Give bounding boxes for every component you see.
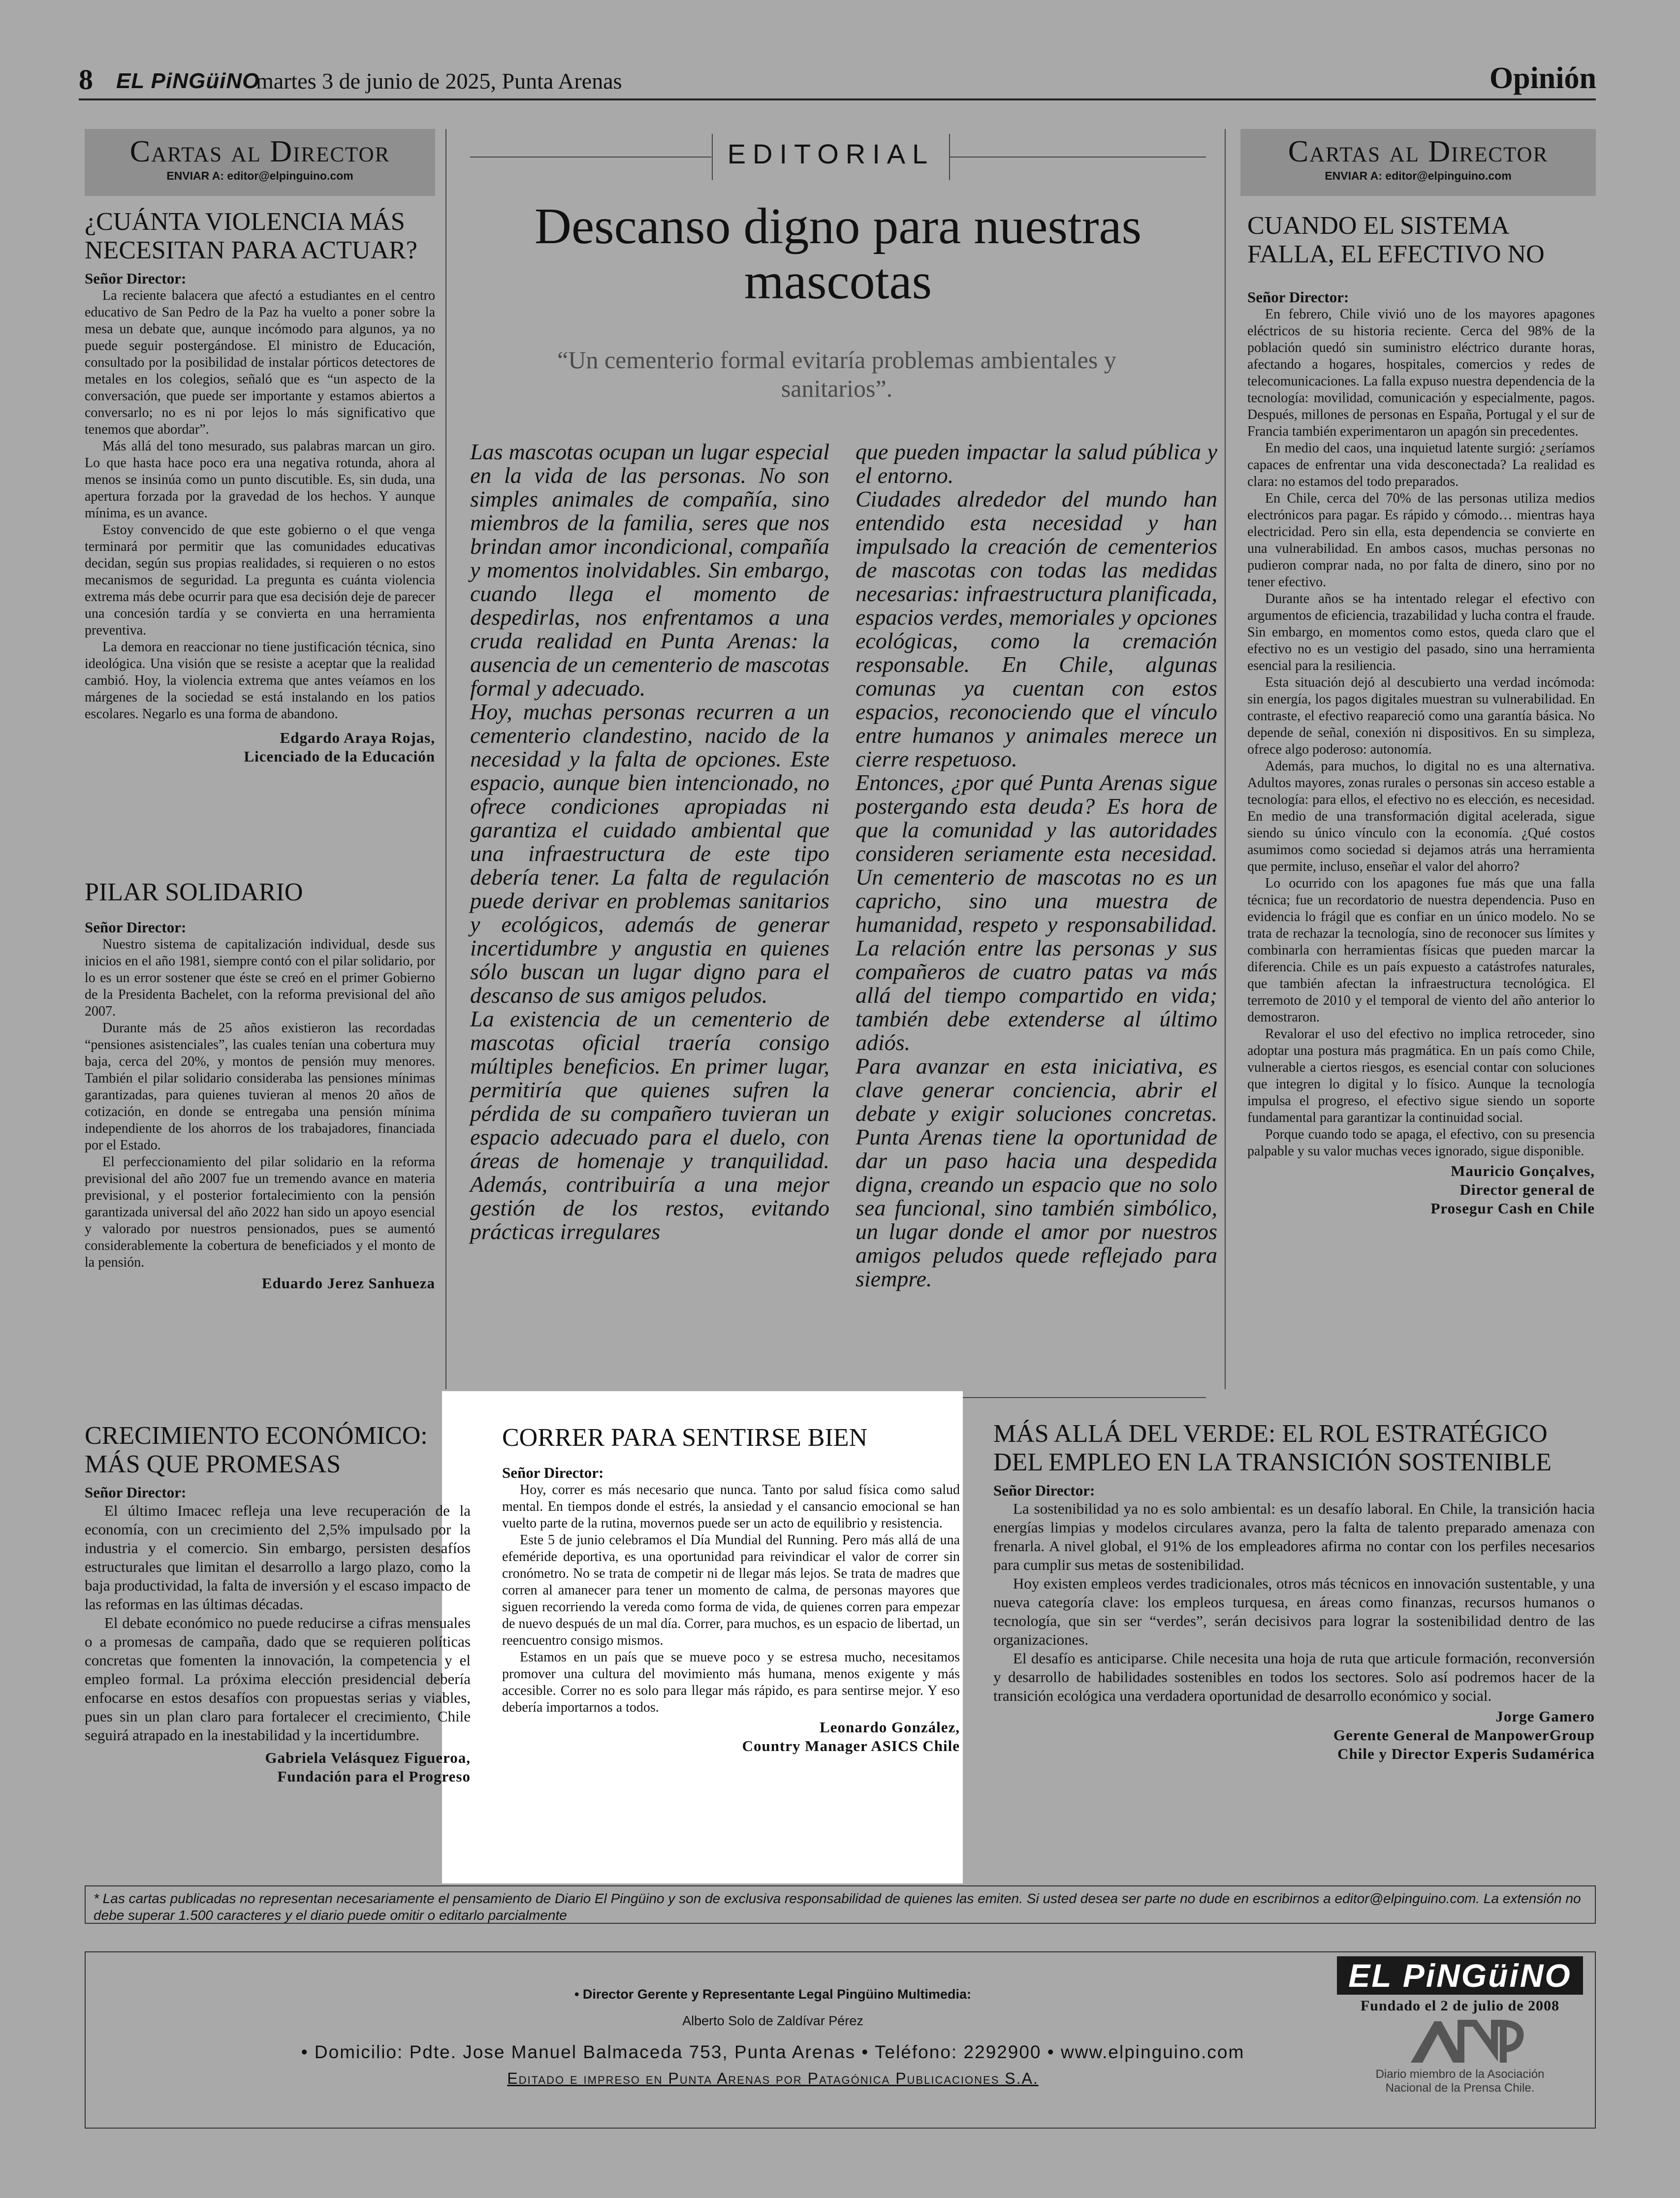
letter-paragraph: Estoy convencido de que este gobierno o el que venga terminará por permitir que las comunidades educativas decidan, según sus propias realidades, si requieren o no estos mecanismos de seguridad. La pregunta es cuánta violencia extrema más debe ocurrir para que esa decisión deje de parecer una concesión tardía y se convierta en una herramienta preventiva. <box>85 522 435 638</box>
editorial-label-bar <box>949 134 950 180</box>
letter-headline: PILAR SOLIDARIO <box>85 878 303 906</box>
letter-paragraph: Revalorar el uso del efectivo no implica retroceder, sino adoptar una postura más pragmática. En un país como Chile, vulnerable a ciertos riesgos, es esencial contar con soluciones que integren lo digital y lo físico. Aunque la tecnología impulsa el progreso, el efectivo sigue siendo un soporte fundamental para garantizar la continuidad social. <box>1247 1026 1595 1125</box>
editorial-rule-right <box>950 157 1206 158</box>
cartas-box-left <box>85 129 435 196</box>
anp-logo-icon <box>1406 2017 1524 2065</box>
editorial-paragraph: Entonces, ¿por qué Punta Arenas sigue postergando esta deuda? Es hora de que la comunidad y las autoridades consideren seriamente esta necesidad. Un cementerio de mascotas no es un capricho, sino una muestra de humanidad, respeto y responsabilidad. La relación entre las personas y sus compañeros de cuatro patas va más allá del tiempo compartido en vida; también debe extenderse al último adiós. <box>856 770 1217 1055</box>
letter-paragraph: En febrero, Chile vivió uno de los mayores apagones eléctricos de su historia reciente. Cerca del 98% de la población quedó sin suministro eléctrico durante horas, afectando a hogares, hospitales, comercios y redes de telecomunicaciones. La falla expuso nuestra dependencia de la tecnología: movilidad, comunicación y especialmente, pagos. Después, millones de personas en España, Portugal y el sur de Francia también experimentaron un apagón sin precedentes. <box>1247 307 1595 439</box>
letter-signature-title: Fundación para el Progreso <box>277 1768 471 1785</box>
letter-efectivo <box>1247 212 1595 1218</box>
letter-signature: Gabriela Velásquez Figueroa, <box>265 1749 471 1766</box>
editorial-column-1 <box>470 440 829 1243</box>
disclaimer-box <box>85 1885 1596 1924</box>
letter-salutation: Señor Director: <box>85 270 187 287</box>
letter-paragraph: La sostenibilidad ya no es solo ambiental: es un desafío laboral. En Chile, la transición hacia energías limpias y modelos circulares avanza, pero la falta de talento preparado amenaza con frenarla. A nivel global, el 91% de los empleadores afirma no contar con los perfiles necesarios para cumplir sus metas de sostenibilidad. <box>993 1500 1595 1573</box>
letter-paragraph: Más allá del tono mesurado, sus palabras marcan un giro. Lo que hasta hace poco era una negativa rotunda, ahora al menos se insinúa como un punto discutible. Es, sin duda, una apertura forzada por la gravedad de los hechos. Y aunque mínima, es un avance. <box>85 439 435 521</box>
letter-paragraph: El debate económico no puede reducirse a cifras mensuales o a promesas de campaña, dado que se requieren políticas concretas que fomenten la innovación, la competencia y el empleo formal. La próxima elección presidencial debería enfocarse en estos desafíos con propuestas serias y viables, pues sin un plan claro para fortalecer el crecimiento, Chile seguirá atrapado en la inestabilidad y la incertidumbre. <box>85 1614 471 1744</box>
editorial-deck: “Un cementerio formal evitaría problemas ambientales y sanitarios”. <box>557 346 1116 402</box>
letter-paragraph: La reciente balacera que afectó a estudiantes en el centro educativo de San Pedro de la Paz ha vuelto a poner sobre la mesa un debate que, aunque incómodo para algunos, ya no puede seguir postergándose. El ministro de Educación, consultado por la posibilidad de instalar pórticos detectores de metales en los colegios, señaló que es “un aspecto de la conversación, que puede ser importante y estamos abiertos a conversarlo; no es ni por lejos lo más significativo que tenemos que abordar”. <box>85 288 435 437</box>
editorial-column-2 <box>856 440 1217 1291</box>
letter-paragraph: Lo ocurrido con los apagones fue más que una falla técnica; fue un recordatorio de nuestra dependencia. Puso en evidencia lo frágil que es confiar en un único modelo. No se trata de rechazar la tecnología, sino de reconocer sus límites y combinarla con herramientas físicas que pueden marcar la diferencia. Chile es un país expuesto a catástrofes naturales, que también afectan la infraestructura tecnológica. El terremoto de 2010 y el temporal de viento del año anterior lo demostraron. <box>1247 876 1595 1025</box>
cartas-email: ENVIAR A: editor@elpinguino.com <box>166 169 353 182</box>
letter-violencia <box>85 208 435 766</box>
letter-salutation: Señor Director: <box>993 1482 1095 1499</box>
section-title: Opinión <box>1489 62 1596 95</box>
letter-headline: CRECIMIENTO ECONÓMICO: MÁS QUE PROMESAS <box>85 1422 428 1478</box>
letter-signature-title: Chile y Director Experis Sudamérica <box>1337 1745 1595 1762</box>
masthead-small: EL PiNGüiNO <box>116 69 260 93</box>
date-line: martes 3 de junio de 2025, Punta Arenas <box>256 68 622 94</box>
footer-director-label: • Director Gerente y Representante Legal Pingüino Multimedia: <box>574 1987 972 2002</box>
letter-crecimiento <box>85 1422 471 1786</box>
letter-paragraph: En medio del caos, una inquietud latente surgió: ¿seríamos capaces de enfrentar una vida desconectada? La realidad es clara: no estamos del todo preparados. <box>1247 441 1595 489</box>
letter-signature-title: Gerente General de ManpowerGroup <box>1333 1726 1595 1744</box>
letter-headline: CUANDO EL SISTEMA FALLA, EL EFECTIVO NO <box>1247 212 1545 268</box>
letter-headline: MÁS ALLÁ DEL VERDE: EL ROL ESTRATÉGICO DEL EMPLEO EN LA TRANSICIÓN SOSTENIBLE <box>993 1420 1552 1476</box>
header-rule <box>79 98 1596 100</box>
letter-pilar <box>85 878 435 1293</box>
letter-paragraph: Nuestro sistema de capitalización individual, desde sus inicios en el año 1981, siempre contó con el pilar solidario, por lo es un error sostener que éste se creó en el primer Gobierno de la Presidenta Bachelet, con la reforma previsional del año 2007. <box>85 937 435 1019</box>
column-divider <box>445 129 446 1389</box>
letter-paragraph: El desafío es anticiparse. Chile necesita una hoja de ruta que articule formación, reconversión y desarrollo de habilidades sostenibles en todos los sectores. Solo así podremos hacer de la transición ecológica una verdadera oportunidad de desarrollo económico y social. <box>993 1650 1595 1704</box>
editorial-rule-left <box>470 157 711 158</box>
letter-signature: Jorge Gamero <box>1495 1708 1595 1725</box>
cartas-email: ENVIAR A: editor@elpinguino.com <box>1325 169 1512 182</box>
letter-salutation: Señor Director: <box>1247 288 1349 306</box>
letter-headline: ¿CUÁNTA VIOLENCIA MÁS NECESITAN PARA ACTUAR? <box>85 208 417 264</box>
footer-founded: Fundado el 2 de julio de 2008 <box>1360 1998 1560 2014</box>
footer-director-name: Alberto Solo de Zaldívar Pérez <box>682 2013 863 2028</box>
letter-paragraph: Este 5 de junio celebramos el Día Mundial del Running. Pero más allá de una efeméride deportiva, es una oportunidad para reivindicar el valor de correr sin cronómetro. No se trata de competir ni de llegar más lejos. Se trata de madres que corren al amanecer para tener un momento de calma, de personas mayores que siguen recorriendo la vereda como forma de vida, de quienes corren para empezar de nuevo después de un mal día. Correr, para muchos, es un espacio de libertad, un reencuentro consigo mismos. <box>502 1532 960 1648</box>
cartas-title: Cartas al Director <box>1288 135 1549 168</box>
letter-headline: CORRER PARA SENTIRSE BIEN <box>502 1424 868 1452</box>
letter-salutation: Señor Director: <box>85 919 187 936</box>
letter-paragraph: La demora en reaccionar no tiene justificación técnica, sino ideológica. Una visión que se resiste a aceptar que la realidad cambió. Hoy, la violencia extrema que antes veíamos en los márgenes de la sociedad se está instalando en los patios escolares. Negarlo es una forma de abandono. <box>85 639 435 722</box>
cartas-box-right <box>1240 129 1596 196</box>
page-number: 8 <box>79 64 93 96</box>
editorial-label: EDITORIAL <box>727 138 935 169</box>
cartas-title: Cartas al Director <box>129 135 390 168</box>
editorial-paragraph: La existencia de un cementerio de mascotas oficial traería consigo múltiples beneficios. En primer lugar, permitiría que quienes sufren la pérdida de su compañero tuvieran un espacio adecuado para el duelo, con áreas de homenaje y tranquilidad. Además, contribuiría a una mejor gestión de los restos, evitando prácticas irregulares <box>470 1006 829 1244</box>
editorial-paragraph: Ciudades alrededor del mundo han entendido esta necesidad y han impulsado la creación de cementerios de mascotas con todas las medidas necesarias: infraestructura planificada, espacios verdes, memoriales y opciones ecológicas, como la cremación responsable. En Chile, algunas comunas ya cuentan con estos espacios, reconociendo que el vínculo entre humanos y animales merece un cierre respetuoso. <box>856 486 1217 771</box>
letter-signature-title: Director general de <box>1459 1181 1595 1198</box>
footer-logo: EL PiNGüiNO <box>1337 1956 1583 1995</box>
letter-salutation: Señor Director: <box>502 1464 604 1481</box>
letter-paragraph: Durante años se ha intentado relegar el efectivo con argumentos de eficiencia, trazabilidad y lucha contra el fraude. Sin embargo, en momentos como estos, queda claro que el efectivo no es un vestigio del pasado, sino una herramienta esencial para la resiliencia. <box>1247 591 1595 673</box>
anp-member-text: Diario miembro de la Asociación Nacional de la Prensa Chile. <box>1375 2068 1545 2095</box>
editorial-paragraph: Para avanzar en esta iniciativa, es clave generar conciencia, abrir el debate y exigir soluciones concretas. Punta Arenas tiene la oportunidad de dar un paso hacia una despedida digna, creando un espacio que no solo sea funcional, sino también simbólico, un lugar donde el amor por nuestros amigos peludos quede reflejado para siempre. <box>856 1053 1217 1291</box>
editorial-paragraph: Las mascotas ocupan un lugar especial en la vida de las personas. No son simples animales de compañía, sino miembros de la familia, seres que nos brindan amor incondicional, compañía y momentos inolvidables. Sin embargo, cuando llega el momento de despedirlas, nos enfrentamos a una cruda realidad en Punta Arenas: la ausencia de un cementerio de mascotas formal y adecuado. <box>470 439 829 701</box>
letter-verde <box>993 1420 1595 1763</box>
letter-paragraph: Estamos en un país que se mueve poco y se estresa mucho, necesitamos promover una cultura del movimiento más humana, menos exigente y más accesible. Correr no es solo para llegar más rápido, es para sentirse mejor. Y eso debería importarnos a todos. <box>502 1650 960 1715</box>
letter-paragraph: Porque cuando todo se apaga, el efectivo, con su presencia palpable y su valor muchas veces ignorado, sigue disponible. <box>1247 1127 1595 1159</box>
footer-printed: Editado e impreso en Punta Arenas por Patagónica Publicaciones S.A. <box>507 2070 1039 2087</box>
disclaimer-text: * Las cartas publicadas no representan necesariamente el pensamiento de Diario El Pingüino y son de exclusiva responsabilidad de quienes las emiten. Si usted desea ser parte no dude en escribirnos a editor@elpinguino.com. La extensión no debe superar 1.500 caracteres y el diario puede omitir o editarlo parcialmente <box>94 1891 1581 1923</box>
footer-address: • Domicilio: Pdte. Jose Manuel Balmaceda 753, Punta Arenas • Teléfono: 2292900 • www.elpinguino.com <box>301 2042 1245 2062</box>
letter-signature: Mauricio Gonçalves, <box>1451 1162 1595 1179</box>
letter-paragraph: Hoy existen empleos verdes tradicionales, otros más técnicos en innovación sustentable, y una nueva categoría clave: los empleos turquesa, en áreas como finanzas, recursos humanos o tecnología, que sin ser “verdes”, serán decisivos para lograr la sostenibilidad dentro de las organizaciones. <box>993 1575 1595 1648</box>
editorial-paragraph: Hoy, muchas personas recurren a un cementerio clandestino, nacido de la necesidad y la falta de opciones. Este espacio, aunque bien intencionado, no ofrece condiciones apropiadas ni garantiza el cuidado ambiental que una infraestructura de este tipo debería tener. La falta de regulación puede derivar en problemas sanitarios y ecológicos, además de generar incertidumbre y angustia en quienes sólo buscan un lugar digno para el descanso de sus amigos peludos. <box>470 699 829 1008</box>
letter-signature-title: Country Manager ASICS Chile <box>742 1737 960 1754</box>
letter-paragraph: Durante más de 25 años existieron las recordadas “pensiones asistenciales”, las cuales tenían una cobertura muy baja, cerca del 20%, y montos de pensión muy menores. También el pilar solidario consideraba las pensiones mínimas garantizadas, para quienes tuvieran al menos 20 años de cotización, en donde se entregaba una pensión mínima independiente de los ahorros de los trabajadores, financiada por el Estado. <box>85 1020 435 1153</box>
letter-signature: Eduardo Jerez Sanhueza <box>261 1274 435 1292</box>
editorial-label-bar <box>712 134 713 180</box>
letter-paragraph: Esta situación dejó al descubierto una verdad incómoda: sin energía, los pagos digitales muestran su vulnerabilidad. En contraste, el efectivo reapareció como una garantía básica. No depende de señal, conexión ni dispositivos. En su simpleza, ofrece algo poderoso: autonomía. <box>1247 675 1595 757</box>
column-divider <box>1225 129 1226 1389</box>
letter-salutation: Señor Director: <box>85 1484 187 1501</box>
editorial-title: Descanso digno para nuestras mascotas <box>534 198 1142 310</box>
letter-signature: Leonardo González, <box>820 1719 960 1736</box>
letter-signature-title: Prosegur Cash en Chile <box>1430 1200 1595 1217</box>
letter-paragraph: Además, para muchos, lo digital no es una alternativa. Adultos mayores, zonas rurales o personas sin acceso estable a tecnología: para ellos, el efectivo no es elección, es necesidad. En medio de una transformación digital acelerada, sigue siendo su único vínculo con la economía. ¿Qué costos asumimos como sociedad si dejamos atrás una herramienta que permite, incluso, enseñar el valor del ahorro? <box>1247 759 1595 874</box>
letter-paragraph: Hoy, correr es más necesario que nunca. Tanto por salud física como salud mental. En tiempos donde el estrés, la ansiedad y el cansancio emocional se han vuelto parte de la rutina, movernos puede ser un acto de equilibrio y resistencia. <box>502 1482 960 1531</box>
editorial-paragraph: que pueden impactar la salud pública y el entorno. <box>856 439 1217 488</box>
letter-paragraph: El último Imacec refleja una leve recuperación de la economía, con un crecimiento del 2,5% impulsado por la industria y el comercio. Sin embargo, persisten desafíos estructurales que limitan el desarrollo a largo plazo, como la baja productividad, la falta de inversión y el escaso impacto de las reformas en las últimas décadas. <box>85 1502 471 1613</box>
letter-correr <box>502 1424 960 1755</box>
letter-signature: Edgardo Araya Rojas, <box>280 729 435 746</box>
letter-signature-title: Licenciado de la Educación <box>244 748 435 765</box>
letter-paragraph: El perfeccionamiento del pilar solidario en la reforma previsional del año 2007 fue un tremendo avance en materia previsional, y el posterior fortalecimiento con la pensión garantizada universal del año 2022 han sido un apoyo esencial y valorado por nuestros pensionados, pues se aumentó considerablemente la cobertura de beneficiados y el monto de la pensión. <box>85 1154 435 1270</box>
letter-paragraph: En Chile, cerca del 70% de las personas utiliza medios electrónicos para pagar. Es rápido y cómodo… mientras haya electricidad. Pero sin ella, esta dependencia se convierte en una vulnerabilidad. En ambos casos, muchas personas no pudieron comprar nada, no por falta de dinero, sino por no tener efectivo. <box>1247 491 1595 590</box>
